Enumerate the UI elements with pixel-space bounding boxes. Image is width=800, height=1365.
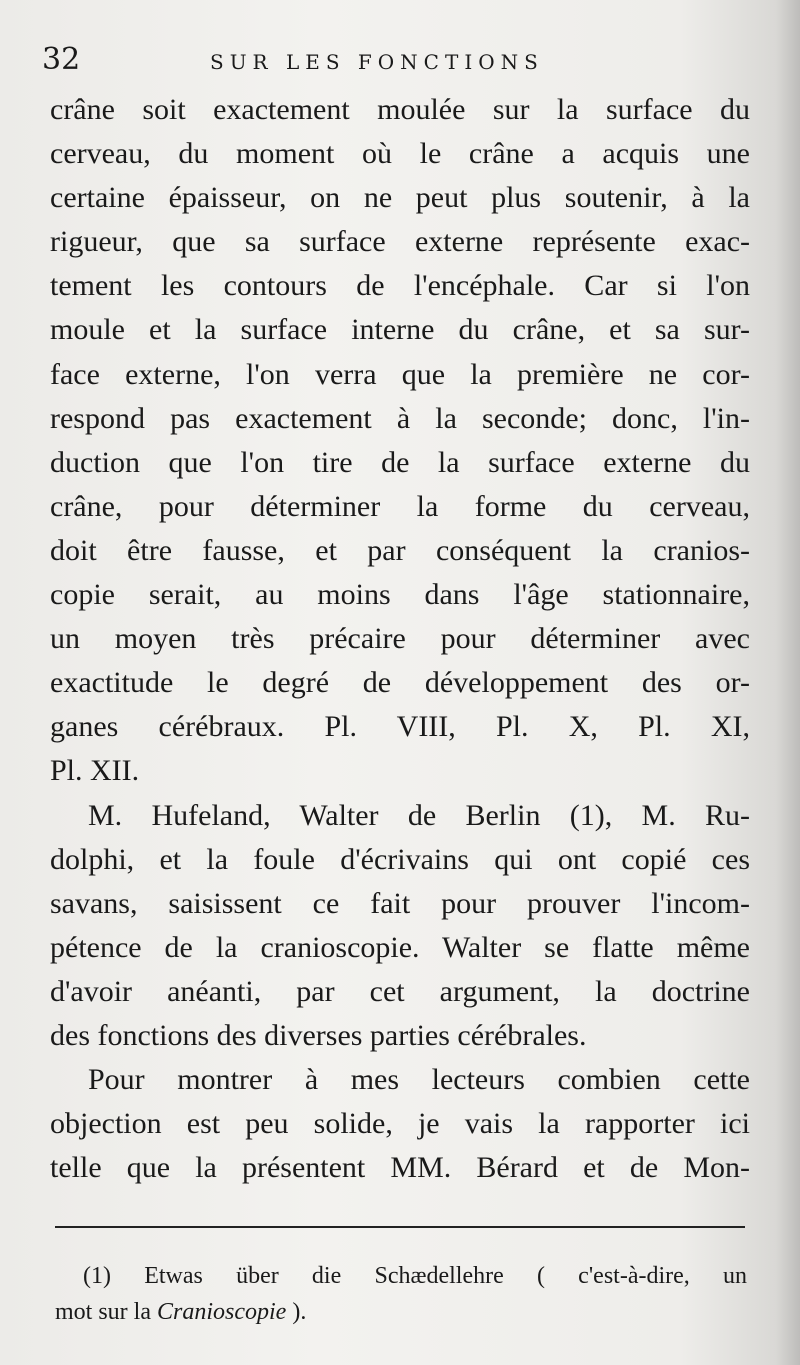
- text-line: certaine épaisseur, on ne peut plus soutenir, à la: [50, 181, 750, 215]
- footnote-text: ).: [286, 1299, 307, 1325]
- text-line: Pl. XII.: [50, 754, 140, 788]
- text-line: face externe, l'on verra que la première ne cor-: [50, 357, 750, 391]
- paragraph-3: [50, 1058, 750, 1190]
- text-line: objection est peu solide, je vais la rapporter ici: [50, 1107, 750, 1141]
- paragraph-2: [50, 794, 750, 1059]
- body-text: [50, 88, 750, 1190]
- footnote: [55, 1258, 747, 1330]
- text-line: des fonctions des diverses parties cérébrales.: [50, 1018, 587, 1052]
- text-line: crâne, pour déterminer la forme du cerveau,: [50, 489, 750, 523]
- text-line: duction que l'on tire de la surface externe du: [50, 445, 750, 479]
- text-line: copie serait, au moins dans l'âge stationnaire,: [50, 578, 750, 612]
- text-line: M. Hufeland, Walter de Berlin (1), M. Ru-: [88, 798, 750, 832]
- text-line: moule et la surface interne du crâne, et sa sur-: [50, 313, 750, 347]
- page-header: [42, 40, 762, 80]
- text-line: Pour montrer à mes lecteurs combien cette: [88, 1063, 750, 1097]
- text-line: pétence de la cranioscopie. Walter se flatte même: [50, 930, 750, 964]
- text-line: doit être fausse, et par conséquent la cranios-: [50, 533, 750, 567]
- paragraph-1: [50, 88, 750, 794]
- text-line: cerveau, du moment où le crâne a acquis une: [50, 137, 750, 171]
- page-number: 32: [42, 42, 81, 77]
- text-line: dolphi, et la foule d'écrivains qui ont copié ces: [50, 842, 750, 876]
- text-line: telle que la présentent MM. Bérard et de Mon-: [50, 1151, 750, 1185]
- running-head: SUR LES FONCTIONS: [210, 50, 544, 74]
- text-line: respond pas exactement à la seconde; donc, l'in-: [50, 401, 750, 435]
- text-line: rigueur, que sa surface externe représente exac-: [50, 225, 750, 259]
- text-line: crâne soit exactement moulée sur la surface du: [50, 93, 750, 126]
- text-line: un moyen très précaire pour déterminer avec: [50, 622, 750, 656]
- text-line: savans, saisissent ce fait pour prouver l'incom-: [50, 886, 750, 920]
- text-line: tement les contours de l'encéphale. Car si l'on: [50, 269, 750, 303]
- footnote-line: [55, 1294, 747, 1330]
- footnote-italic-title: Cranioscopie: [157, 1299, 287, 1325]
- footnote-text: mot sur la: [55, 1299, 157, 1325]
- text-line: ganes cérébraux. Pl. VIII, Pl. X, Pl. XI,: [50, 710, 750, 744]
- text-line: exactitude le degré de développement des or-: [50, 666, 750, 700]
- footnote-rule: [55, 1226, 745, 1228]
- text-line: d'avoir anéanti, par cet argument, la doctrine: [50, 974, 750, 1008]
- footnote-line: (1) Etwas über die Schædellehre ( c'est-à-dire, un: [83, 1263, 747, 1289]
